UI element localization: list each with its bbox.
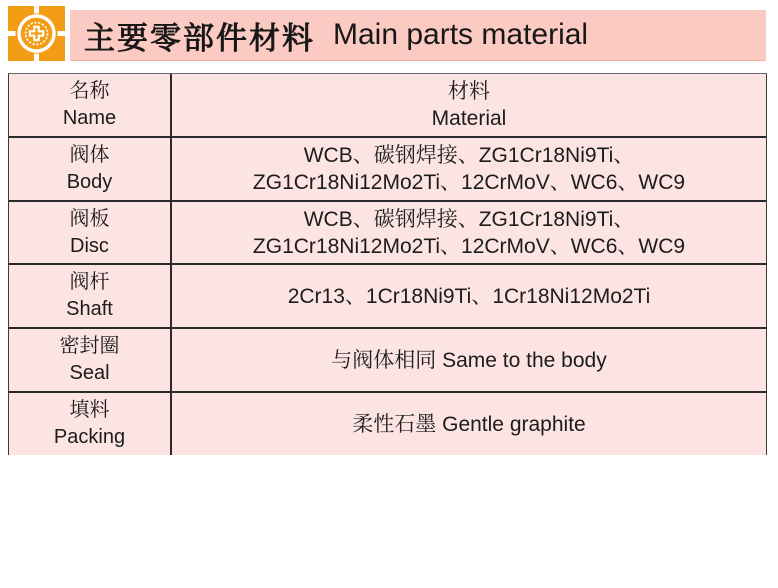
material-cell: [172, 138, 766, 200]
name-cell: [9, 329, 172, 391]
part-name-en: Seal: [69, 362, 110, 385]
title-band: [70, 10, 766, 61]
header-name-en: Name: [62, 106, 117, 129]
material-cell: [172, 329, 766, 391]
company-logo: [8, 6, 65, 61]
table-row-disc: [9, 200, 766, 264]
material-cell: [172, 265, 766, 327]
material-line: 与阀体相同 Same to the body: [331, 348, 607, 372]
part-name-zh: 密封圈: [59, 335, 120, 358]
material-line: 2Cr13、1Cr18Ni9Ti、1Cr18Ni12Mo2Ti: [287, 284, 651, 308]
header-cell-name: [9, 74, 172, 136]
page-title-en: Main parts material: [333, 18, 589, 51]
material-line: ZG1Cr18Ni12Mo2Ti、12CrMoV、WC6、WC9: [252, 234, 686, 258]
main-parts-material-table: [8, 73, 767, 455]
material-line: ZG1Cr18Ni12Mo2Ti、12CrMoV、WC6、WC9: [252, 170, 686, 194]
header-cell-material: [172, 74, 766, 136]
part-name-zh: 阀杆: [69, 271, 110, 294]
part-name-en: Body: [66, 170, 113, 193]
part-name-zh: 阀板: [69, 207, 110, 230]
part-name-en: Packing: [53, 426, 126, 449]
header-material-zh: 材料: [448, 79, 490, 103]
part-name-en: Shaft: [66, 298, 113, 321]
part-name-zh: 填料: [69, 399, 110, 422]
material-line: 柔性石墨 Gentle graphite: [352, 412, 586, 436]
table-row-packing: [9, 391, 766, 455]
table-row-seal: [9, 327, 766, 391]
material-cell: [172, 202, 766, 264]
name-cell: [9, 265, 172, 327]
table-row-shaft: [9, 263, 766, 327]
table-row-body: [9, 136, 766, 200]
valve-crosshair-icon: [8, 6, 65, 61]
material-cell: [172, 393, 766, 455]
table-header-row: [9, 74, 766, 136]
material-line: WCB、碳钢焊接、ZG1Cr18Ni9Ti、: [303, 143, 635, 167]
name-cell: [9, 202, 172, 264]
header-material-en: Material: [431, 106, 507, 130]
name-cell: [9, 393, 172, 455]
page-title-zh: 主要零部件材料: [84, 20, 315, 56]
material-line: WCB、碳钢焊接、ZG1Cr18Ni9Ti、: [303, 207, 635, 231]
part-name-zh: 阀体: [69, 143, 110, 166]
part-name-en: Disc: [70, 234, 109, 257]
name-cell: [9, 138, 172, 200]
header-name-zh: 名称: [69, 79, 110, 102]
